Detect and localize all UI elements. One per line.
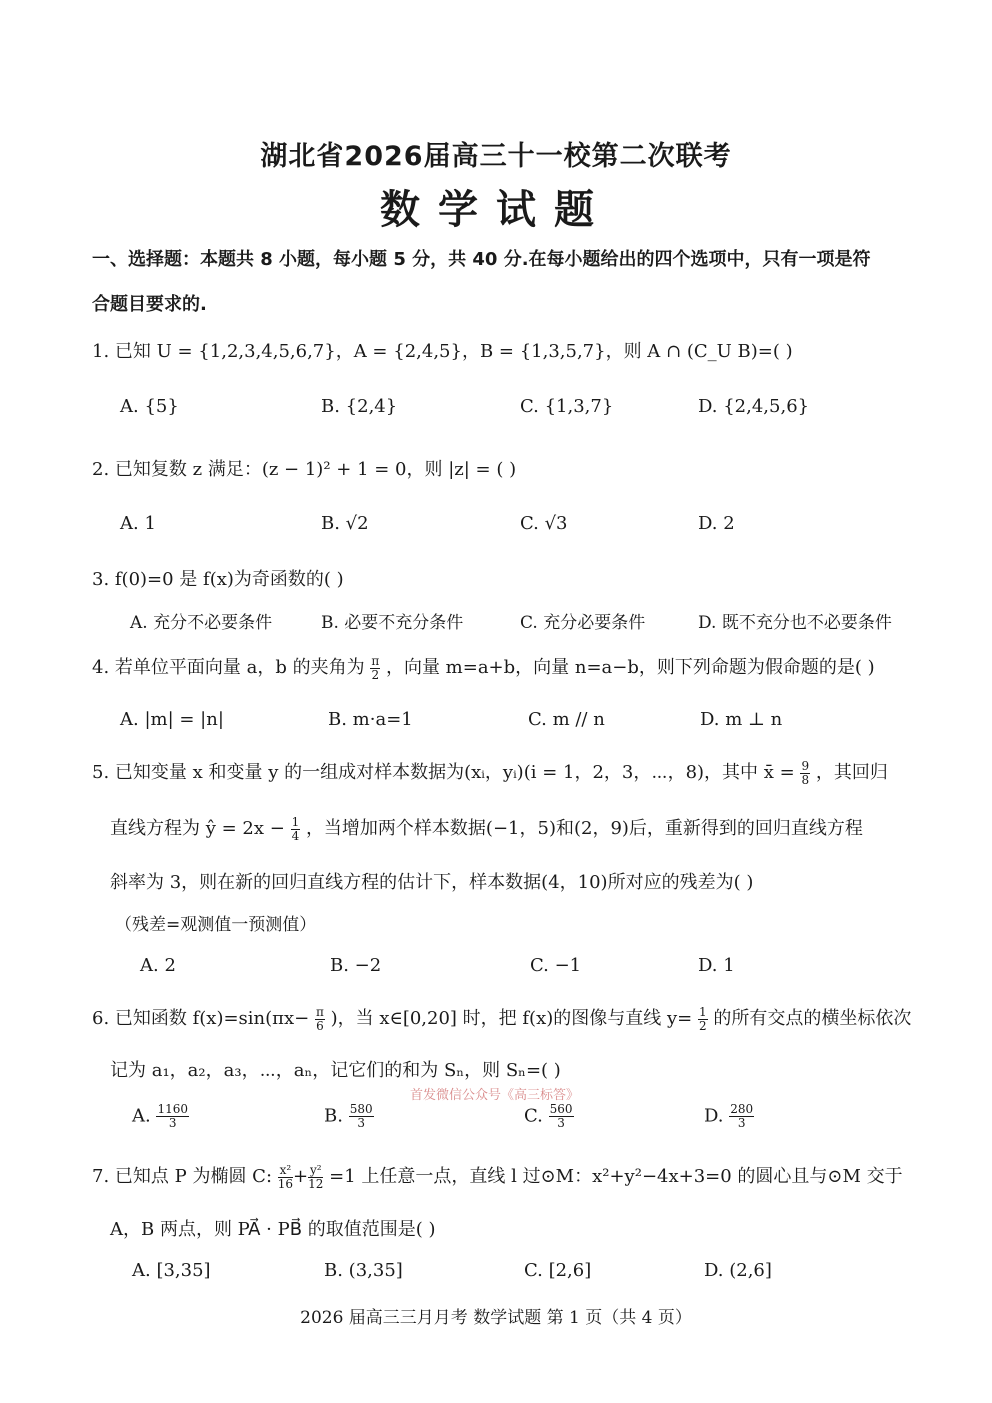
q7-option-c: C. [2,6] <box>524 1260 592 1281</box>
q3-option-c: C. 充分必要条件 <box>520 613 646 633</box>
q5-line1-b: ，其回归 <box>815 762 888 783</box>
q5-mean-den: 8 <box>801 772 810 787</box>
q5-line2-b: ，当增加两个样本数据(−1，5)和(2，9)后，重新得到的回归直线方程 <box>305 818 863 839</box>
q3-option-d: D. 既不充分也不必要条件 <box>698 613 892 633</box>
q4-frac-den: 2 <box>371 667 380 682</box>
q6-option-c-fraction <box>549 1103 574 1130</box>
q4-stem-part-b: ，向量 m=a+b，向量 n=a−b，则下列命题为假命题的是( ) <box>385 657 875 678</box>
q6-option-b-num: 580 <box>349 1102 373 1116</box>
q7-ellipse-plus: + <box>293 1166 309 1187</box>
q5-intercept-fraction <box>291 816 301 843</box>
q2-option-a: A. 1 <box>120 513 156 534</box>
question-5-line-3: 斜率为 3，则在新的回归直线方程的估计下，样本数据(4，10)所对应的残差为( ) <box>110 872 754 893</box>
question-1-stem: 1. 已知 U = {1,2,3,4,5,6,7}，A = {2,4,5}，B = {1,3,5,7}，则 A ∩ (C_U B)=( ) <box>92 341 793 362</box>
q6-option-d-den: 3 <box>737 1116 746 1130</box>
q5-intercept-den: 4 <box>291 828 300 843</box>
q7-ellipse-x-fraction <box>278 1164 293 1191</box>
question-6-line-2: 记为 a₁，a₂，a₃，⋯，aₙ，记它们的和为 Sₙ，则 Sₙ=( ) <box>110 1060 561 1081</box>
q1-option-d: D. {2,4,5,6} <box>698 396 810 417</box>
question-3-stem: 3. f(0)=0 是 f(x)为奇函数的( ) <box>92 569 344 590</box>
q4-option-c: C. m // n <box>528 709 605 730</box>
q6-line-fraction <box>698 1006 708 1033</box>
q6-phase-num: π <box>315 1004 324 1019</box>
q7-ellipse-y-fraction <box>308 1164 323 1191</box>
q4-option-b: B. m·a=1 <box>328 709 413 730</box>
q6-option-d-fraction <box>729 1103 754 1130</box>
q6-option-a-num: 1160 <box>157 1102 189 1116</box>
q2-option-d: D. 2 <box>698 513 735 534</box>
q6-option-b-den: 3 <box>357 1116 365 1130</box>
q2-option-b: B. √2 <box>321 513 369 534</box>
q1-option-a: A. {5} <box>120 396 179 417</box>
q5-line2-a: 直线方程为 ŷ = 2x − <box>110 818 285 839</box>
q5-option-b: B. −2 <box>330 955 382 976</box>
q6-option-d-label: D. <box>704 1105 724 1127</box>
q1-option-b: B. {2,4} <box>321 396 398 417</box>
q6-line-num: 1 <box>698 1004 707 1019</box>
question-5-line-2 <box>110 814 863 843</box>
q5-option-c: C. −1 <box>530 955 582 976</box>
q1-option-c: C. {1,3,7} <box>520 396 614 417</box>
q6-phase-fraction <box>315 1006 325 1033</box>
q6-option-a <box>132 1103 189 1130</box>
q6-option-a-den: 3 <box>168 1116 177 1130</box>
q7-option-b: B. (3,35] <box>324 1260 403 1281</box>
q5-option-a: A. 2 <box>140 955 176 976</box>
q7-ellipse-x-num: x² <box>279 1162 292 1177</box>
q6-option-b-label: B. <box>324 1105 343 1127</box>
question-5-line-1 <box>92 758 888 787</box>
q4-option-d: D. m ⊥ n <box>700 709 783 730</box>
q6-option-c <box>524 1103 574 1130</box>
question-2-stem: 2. 已知复数 z 满足：(z − 1)² + 1 = 0，则 |z| = ( ) <box>92 459 517 480</box>
question-7-line-2: A，B 两点，则 PA⃗ · PB⃗ 的取值范围是( ) <box>110 1219 436 1240</box>
question-6-line-1 <box>92 1004 911 1033</box>
q5-line1-a: 5. 已知变量 x 和变量 y 的一组成对样本数据为(xᵢ，yᵢ)(i = 1，2，3，⋯，8)，其中 x̄ = <box>92 762 795 783</box>
q7-ellipse-y-num: y² <box>309 1162 322 1177</box>
watermark: 首发微信公众号《高三标答》 <box>410 1088 580 1103</box>
q7-option-a: A. [3,35] <box>132 1260 211 1281</box>
q4-option-a: A. |m| = |n| <box>120 709 224 730</box>
subject-title: 数学试题 <box>380 187 612 233</box>
q6-line1-a: 6. 已知函数 f(x)=sin(πx− <box>92 1008 310 1029</box>
q6-option-b-fraction <box>349 1103 374 1130</box>
question-5-note: （残差=观测值一预测值） <box>115 915 317 935</box>
section-heading-cont: 合题目要求的. <box>92 294 207 315</box>
q6-option-a-label: A. <box>132 1105 151 1127</box>
q7-line1-b: =1 上任意一点，直线 l 过⊙M：x²+y²−4x+3=0 的圆心且与⊙M 交于 <box>329 1166 903 1187</box>
q7-ellipse-x-den: 16 <box>277 1176 294 1191</box>
q4-stem-part-a: 4. 若单位平面向量 a，b 的夹角为 <box>92 657 365 678</box>
q2-option-c: C. √3 <box>520 513 568 534</box>
q6-option-d-num: 280 <box>730 1102 754 1116</box>
q6-option-c-den: 3 <box>557 1116 565 1130</box>
q6-option-c-label: C. <box>524 1105 543 1127</box>
q7-ellipse-y-den: 12 <box>308 1176 324 1191</box>
q4-frac-num: π <box>371 653 380 668</box>
q5-mean-num: 9 <box>801 758 810 773</box>
q6-line-den: 2 <box>698 1018 707 1033</box>
q5-mean-fraction <box>800 760 810 787</box>
question-7-line-1 <box>92 1162 903 1191</box>
q4-angle-fraction <box>370 655 380 682</box>
page-title: 湖北省2026届高三十一校第二次联考 <box>260 141 732 172</box>
page-footer: 2026 届高三三月月考 数学试题 第 1 页（共 4 页） <box>300 1308 692 1328</box>
q5-option-d: D. 1 <box>698 955 735 976</box>
q6-option-b <box>324 1103 374 1130</box>
q6-option-c-num: 560 <box>549 1102 573 1116</box>
q6-phase-den: 6 <box>316 1018 324 1033</box>
section-heading: 一、选择题：本题共 8 小题，每小题 5 分，共 40 分.在每小题给出的四个选项中，只有一项是符 <box>92 249 871 270</box>
question-4-stem <box>92 653 875 682</box>
q6-option-d <box>704 1103 754 1130</box>
q7-option-d: D. (2,6] <box>704 1260 772 1281</box>
q6-line1-b: )，当 x∈[0,20] 时，把 f(x)的图像与直线 y= <box>330 1008 693 1029</box>
q6-option-a-fraction <box>156 1103 189 1130</box>
q5-intercept-num: 1 <box>291 814 300 829</box>
q3-option-a: A. 充分不必要条件 <box>130 613 273 633</box>
q7-line1-a: 7. 已知点 P 为椭圆 C: <box>92 1166 273 1187</box>
q6-line1-c: 的所有交点的横坐标依次 <box>713 1008 912 1029</box>
q3-option-b: B. 必要不充分条件 <box>321 613 464 633</box>
